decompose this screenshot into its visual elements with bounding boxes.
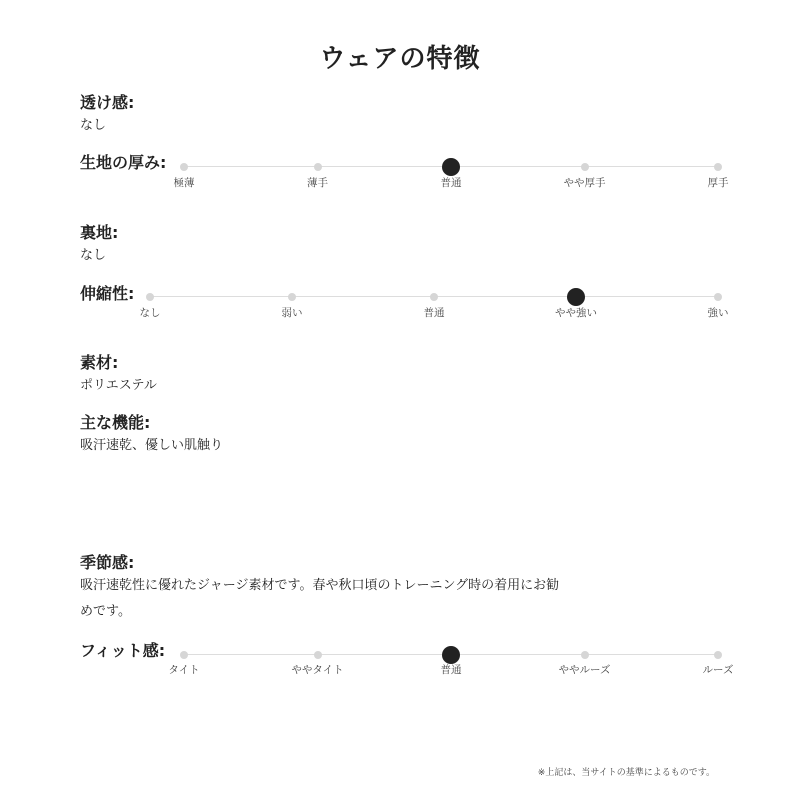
functions-value: 吸汗速乾、優しい肌触り <box>80 438 224 453</box>
fit-scale-dot <box>314 651 322 659</box>
fit-scale-option-label: タイト <box>168 664 200 676</box>
fit-scale-dot <box>180 651 188 659</box>
season-text-line1: 吸汗速乾性に優れたジャージ素材です。春や秋口頃のトレーニング時の着用にお勧 <box>80 578 560 593</box>
stretch-scale-option-label: 強い <box>707 307 729 319</box>
season-text-line2: めです。 <box>80 604 131 619</box>
thickness-scale-option-label: 普通 <box>440 177 462 189</box>
fit-scale-option-label: ルーズ <box>702 664 734 676</box>
transparency-label: 透け感: <box>80 93 135 112</box>
stretch-scale-dot <box>288 293 296 301</box>
thickness-label: 生地の厚み: <box>80 153 167 172</box>
stretch-scale-dot-selected <box>567 288 585 306</box>
material-value: ポリエステル <box>80 378 157 393</box>
stretch-label: 伸縮性: <box>80 284 135 303</box>
thickness-scale-dot <box>714 163 722 171</box>
stretch-scale-dot <box>430 293 438 301</box>
fit-scale-option-label: ややルーズ <box>558 664 611 676</box>
lining-value: なし <box>80 248 107 263</box>
lining-label: 裏地: <box>80 223 119 242</box>
material-label: 素材: <box>80 353 119 372</box>
thickness-scale-option-label: 薄手 <box>307 177 328 189</box>
footnote: ※上記は、当サイトの基準によるものです。 <box>537 768 715 778</box>
fit-scale-dot <box>581 651 589 659</box>
stretch-scale-dot <box>714 293 722 301</box>
stretch-scale-option-label: なし <box>139 307 161 319</box>
functions-label: 主な機能: <box>80 413 151 432</box>
stretch-scale-option-label: 普通 <box>423 307 445 319</box>
thickness-scale-option-label: 厚手 <box>707 177 729 189</box>
thickness-scale-dot <box>314 163 322 171</box>
thickness-scale-dot-selected <box>442 158 460 176</box>
thickness-scale-dot <box>180 163 188 171</box>
stretch-scale-option-label: 弱い <box>281 307 303 319</box>
fit-scale-dot-selected <box>442 646 460 664</box>
season-label: 季節感: <box>80 553 135 572</box>
fit-scale-option-label: 普通 <box>440 664 462 676</box>
page-title: ウェアの特徴 <box>319 44 481 74</box>
stretch-scale-option-label: やや強い <box>555 307 597 319</box>
transparency-value: なし <box>80 118 107 133</box>
thickness-scale-dot <box>581 163 589 171</box>
thickness-scale-option-label: やや厚手 <box>563 177 606 189</box>
fit-scale-option-label: ややタイト <box>291 664 344 676</box>
fit-label: フィット感: <box>80 641 166 660</box>
thickness-scale-option-label: 極薄 <box>173 177 195 189</box>
fit-scale-dot <box>714 651 722 659</box>
stretch-scale-dot <box>146 293 154 301</box>
